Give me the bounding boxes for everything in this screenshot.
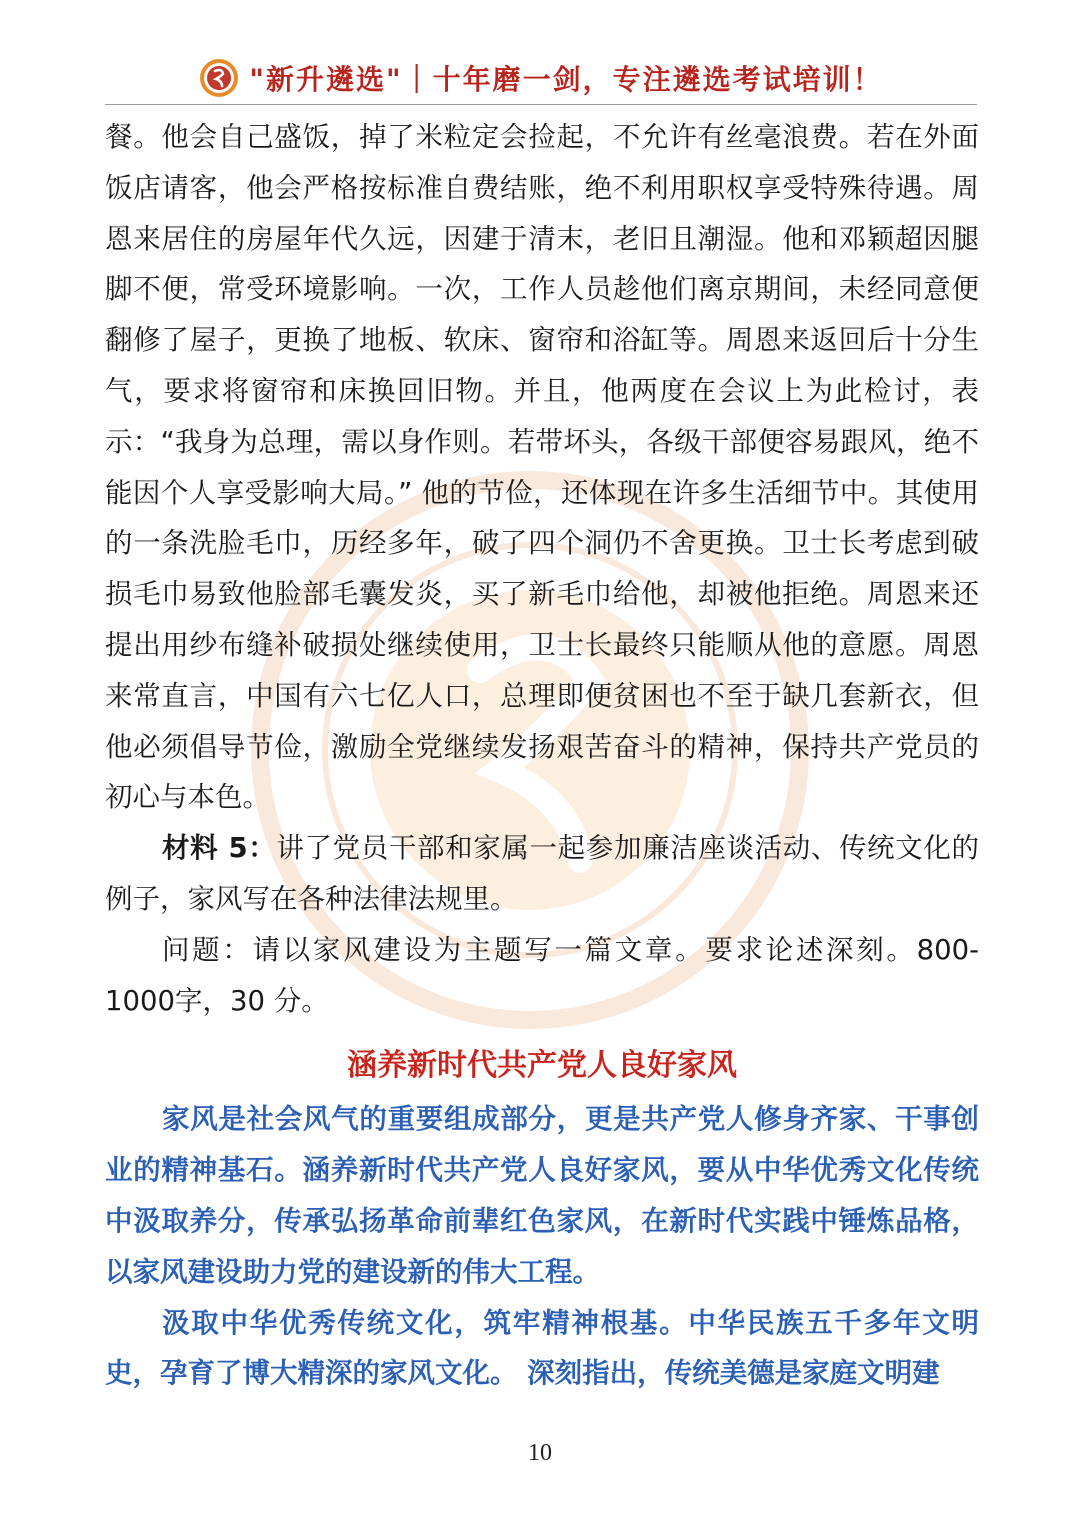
essay-title: 涵养新时代共产党人良好家风 [347,1048,737,1084]
page-header [105,52,977,105]
material-5-label: 材料 5： [162,832,277,865]
material-5-text: 讲了党员干部和家属一起参加廉洁座谈活动、传统文化的例子，家风写在各种法律法规里。 [105,832,980,915]
body-paragraph: 餐。他会自己盛饭，掉了米粒定会捡起，不允许有丝毫浪费。若在外面饭店请客，他会严格按标准自费结账，绝不利用职权享受特殊待遇。周恩来居住的房屋年代久远，因建于清末，老旧且潮湿。他和邓颖超因腿脚不便，常受环境影响。一次，工作人员趁他们离京期间，未经同意便翻修了屋子，更换了地板、软床、窗帘和浴缸等。周恩来返回后十分生气，要求将窗帘和床换回旧物。并且，他两度在会议上为此检讨，表示：“我身为总理，需以身作则。若带坏头，各级干部便容易跟风，绝不能因个人享受影响大局。” 他的节俭，还体现在许多生活细节中。其使用的一条洗脸毛巾，历经多年，破了四个洞仍不舍更换。卫士长考虑到破损毛巾易致他脸部毛囊发炎，买了新毛巾给他，却被他拒绝。周恩来还提出用纱布缝补破损处继续使用，卫士长最终只能顺从他的意愿。周恩来常直言，中国有六七亿人口，总理即便贫困也不至于缺几套新衣，但他必须倡导节俭，激励全党继续发扬艰苦奋斗的精神，保持共产党员的初心与本色。 [105,121,979,814]
page-number: 10 [528,1440,552,1466]
header-slogan: "新升遴选"｜十年磨一剑，专注遴选考试培训！ [249,63,883,96]
essay-paragraph: 汲取中华优秀传统文化，筑牢精神根基。中华民族五千多年文明史，孕育了博大精深的家风文化。 深刻指出，传统美德是家庭文明建 [105,1306,979,1390]
question-paragraph: 问题：请以家风建设为主题写一篇文章。要求论述深刻。800-1000字，30 分。 [105,933,979,1017]
material-5-paragraph [105,823,979,925]
document-body [105,112,979,1399]
essay-paragraph: 家风是社会风气的重要组成部分，更是共产党人修身齐家、干事创业的精神基石。涵养新时代共产党人良好家风，要从中华优秀文化传统中汲取养分，传承弘扬革命前辈红色家风，在新时代实践中锤炼品格，以家风建设助力党的建设新的伟大工程。 [105,1103,979,1288]
institution-seal-logo [199,58,239,98]
